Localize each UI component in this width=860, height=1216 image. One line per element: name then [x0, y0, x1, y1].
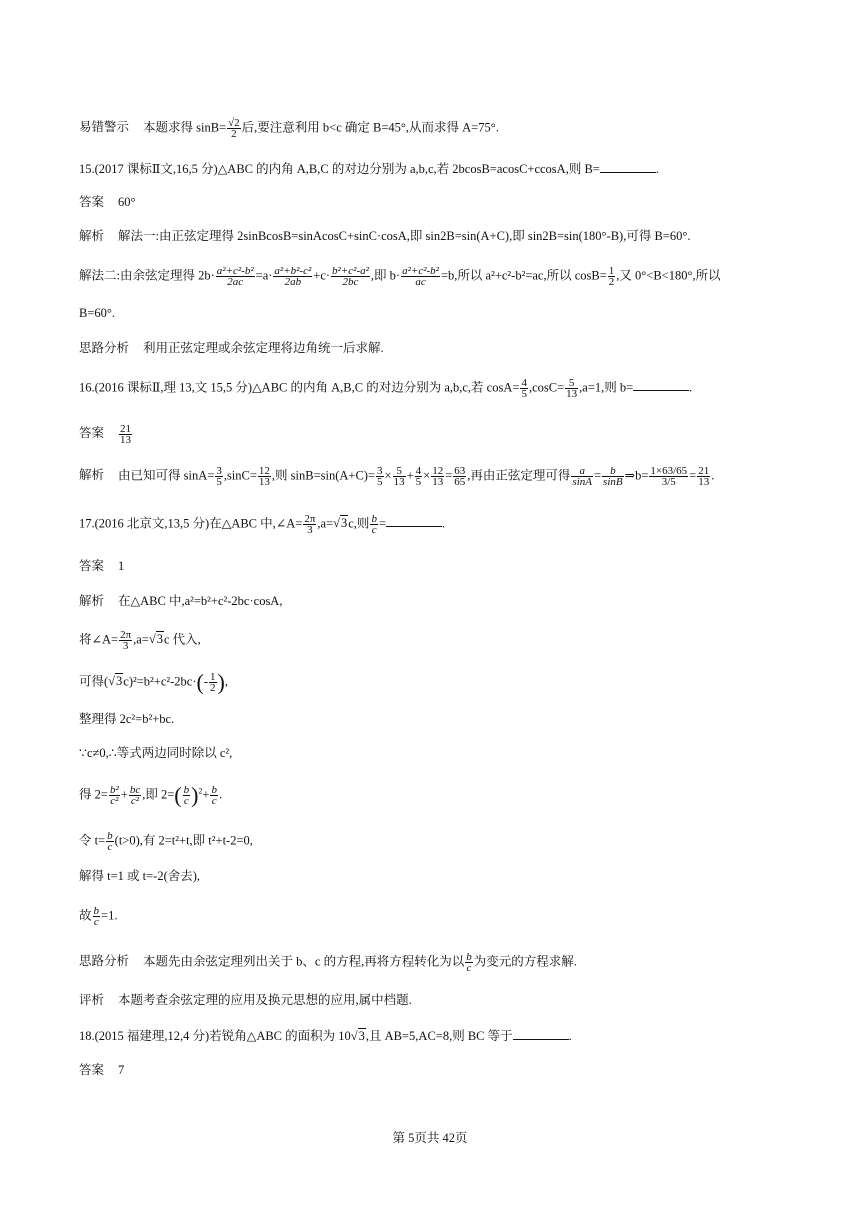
page-footer: 第 5页共 42页: [392, 1131, 468, 1145]
answer-tag: 答案: [79, 1063, 105, 1077]
frac-num: 63: [454, 465, 466, 477]
frac-num: 4: [415, 465, 422, 477]
text: 解法二:由余弦定理得 2b·: [79, 268, 215, 283]
frac-num: 1: [210, 671, 216, 683]
text: ,即 2=: [142, 787, 175, 802]
q17-explanation-l1: [79, 593, 282, 609]
frac-num: b: [183, 784, 190, 796]
text: 为变元的方程求解.: [473, 954, 577, 969]
text: 在△ABC 中,a²=b²+c²-2bc·cosA,: [118, 594, 283, 608]
frac-den: c²: [130, 795, 140, 807]
text: 将∠A=: [79, 632, 119, 647]
q16-explanation: [79, 466, 714, 487]
frac-num: b²+c²-a²: [332, 265, 369, 277]
idea-text: 利用正弦定理或余弦定理将边角统一后求解.: [143, 341, 384, 355]
paren: (: [174, 782, 182, 808]
q17-explanation-l4: [79, 711, 174, 727]
q17-explanation-l9: [79, 906, 117, 927]
q18-answer: [79, 1062, 124, 1078]
fraction: [602, 466, 624, 487]
sqrt: √3: [148, 632, 163, 647]
frac-den: sinA: [572, 476, 592, 488]
text: ,即 b·: [370, 268, 401, 283]
text: B=60°.: [79, 306, 116, 320]
q15-explanation-2-cont: [79, 305, 115, 321]
fraction: [216, 266, 255, 287]
text: =1.: [101, 908, 118, 923]
answer-blank: [386, 516, 442, 527]
paren: ): [217, 669, 225, 695]
frac-den: 3/5: [661, 476, 676, 488]
answer-blank: [513, 1029, 569, 1040]
text: +: [202, 787, 210, 802]
frac-den: c: [466, 962, 472, 974]
text: (t>0),有 2=t²+t,即 t²+t-2=0,: [114, 833, 253, 848]
frac-den: 65: [454, 476, 466, 488]
frac-den: c: [93, 916, 99, 928]
text: .: [442, 516, 446, 531]
frac-num: 21: [698, 465, 710, 477]
answer-blank: [633, 380, 689, 391]
text: c 代入,: [163, 632, 201, 647]
frac-den: sinB: [603, 476, 623, 488]
explanation-tag: 解析: [79, 229, 105, 243]
text: .: [711, 468, 715, 483]
frac-num: 5: [565, 378, 578, 389]
frac-den: 5: [521, 388, 527, 400]
frac-den: 13: [393, 476, 405, 488]
text: 整理得 2c²=b²+bc.: [79, 712, 175, 726]
fraction: [106, 831, 114, 852]
answer-value: 60°: [118, 195, 136, 209]
frac-num: a²+b²-c²: [274, 265, 312, 277]
frac-den: c: [183, 795, 189, 807]
text: .: [218, 787, 223, 802]
fraction: [453, 466, 466, 487]
frac-den: 2: [210, 682, 216, 694]
frac-den: 3: [122, 640, 129, 652]
text: ,a=: [133, 632, 149, 647]
q17-explanation-l3: [79, 669, 228, 695]
frac-den: ac: [415, 276, 426, 288]
text: =b,所以 a²+c²-b²=ac,所以 cosB=: [440, 268, 607, 283]
fraction: [109, 785, 120, 806]
frac-den: 13: [432, 476, 444, 488]
question-17: [79, 514, 445, 535]
text: =: [593, 468, 602, 483]
warning-tag: 易错警示: [79, 120, 130, 135]
q15-explanation-1: [79, 228, 690, 244]
frac-den: 2ac: [227, 276, 244, 288]
fraction: [697, 466, 710, 487]
q15-answer: [79, 194, 136, 210]
sqrt: √3: [333, 516, 348, 531]
frac-den: 13: [258, 476, 270, 488]
text: ,再由正弦定理可得: [467, 468, 571, 483]
explanation-text: 解法一:由正弦定理得 2sinBcosB=sinAcosC+sinC·cosA,即 sin2B=sin(A+C),即 sin2B=sin(180°-B),可得 B=60°.: [118, 229, 691, 243]
question-15: [79, 161, 659, 177]
q16-answer: [79, 424, 133, 445]
explanation-tag: 解析: [79, 468, 105, 483]
text: ,: [224, 674, 228, 689]
text: ,且 AB=5,AC=8,则 BC 等于: [365, 1029, 513, 1043]
fraction: [119, 630, 132, 651]
review-text: 本题考查余弦定理的应用及换元思想的应用,属中档题.: [118, 993, 412, 1007]
frac-den: c: [371, 524, 377, 536]
sqrt: √3: [350, 1029, 365, 1043]
frac-den: 5: [415, 476, 422, 488]
text: ,a=1,则 b=: [579, 380, 634, 395]
answer-tag: 答案: [79, 195, 105, 209]
frac-num: a²+c²-b²: [402, 265, 439, 277]
frac-num: b: [602, 466, 624, 477]
frac-num: bc: [129, 784, 141, 796]
fraction: [209, 672, 217, 693]
frac-num: 21: [120, 423, 132, 435]
warning-post: 后,要注意利用 b<c 确定 B=45°,从而求得 A=75°.: [241, 120, 499, 135]
fraction: [608, 266, 616, 287]
text: ,a=: [317, 516, 334, 531]
text: ⇒b=: [624, 468, 649, 483]
fraction: [331, 266, 370, 287]
text: .: [689, 380, 693, 395]
text: ,cosC=: [528, 380, 565, 395]
text: .: [568, 1029, 572, 1043]
fraction: [465, 952, 473, 973]
text: 解得 t=1 或 t=-2(舍去),: [79, 869, 201, 883]
frac-den: c²: [110, 795, 119, 807]
text: ∵c≠0,∴等式两边同时除以 c²,: [79, 746, 233, 760]
text: 17.(2016 北京文,13,5 分)在△ABC 中,∠A=: [79, 516, 303, 531]
text: 18.(2015 福建理,12,4 分)若锐角△ABC 的面积为 10: [79, 1029, 351, 1043]
text: =: [445, 468, 453, 483]
text: +: [406, 468, 414, 483]
explanation-tag: 解析: [79, 594, 105, 608]
frac-num: 12: [432, 465, 444, 477]
answer-value: 1: [118, 559, 125, 573]
q17-review: [79, 992, 412, 1008]
fraction: [210, 785, 218, 806]
fraction: [129, 785, 141, 806]
frac-den: 3: [307, 524, 313, 536]
frac-den: 13: [698, 476, 710, 488]
q17-idea: [79, 952, 577, 973]
idea-tag: 思路分析: [79, 954, 130, 969]
q17-explanation-l5: [79, 745, 232, 761]
exponent: 2: [198, 786, 203, 796]
q15-end: .: [655, 162, 659, 176]
text: c,则: [348, 516, 370, 531]
frac-num: 4: [521, 377, 527, 389]
warning-line: [79, 118, 499, 139]
frac-den: 2: [231, 128, 237, 140]
text: 令 t=: [79, 833, 106, 848]
fraction: [393, 466, 406, 487]
frac-num: b: [466, 951, 472, 963]
answer-blank: [600, 162, 656, 173]
fraction: [401, 266, 440, 287]
radicand: 3: [358, 1029, 365, 1043]
fraction: [215, 466, 223, 487]
frac-num: b: [107, 830, 113, 842]
question-18: [79, 1028, 572, 1044]
text: 故: [79, 908, 92, 923]
idea-tag: 思路分析: [79, 341, 130, 355]
text: +c·: [313, 268, 331, 283]
frac-num: 1×63/65: [650, 465, 688, 477]
frac-num: 1: [608, 265, 615, 277]
warning-pre: 本题求得 sinB=: [143, 120, 227, 135]
q15-explanation-2: [79, 266, 721, 287]
frac-num: a²+c²-b²: [216, 265, 254, 277]
answer-value: 7: [118, 1063, 125, 1077]
fraction: [370, 514, 378, 535]
frac-num: b: [93, 905, 100, 917]
fraction: [273, 266, 312, 287]
frac-num: a: [571, 466, 593, 477]
frac-num: 3: [377, 465, 383, 477]
frac-den: 2bc: [342, 276, 359, 288]
text: ×: [384, 468, 392, 483]
paren: (: [196, 669, 204, 695]
text: =a·: [255, 268, 273, 283]
q15-idea: [79, 340, 384, 356]
q17-explanation-l2: [79, 630, 201, 651]
frac-den: 13: [566, 388, 578, 400]
text: ,则 sinB=sin(A+C)=: [271, 468, 376, 483]
frac-den: c: [107, 841, 113, 853]
q17-explanation-l7: [79, 831, 253, 852]
fraction: [119, 424, 132, 445]
review-tag: 评析: [79, 993, 105, 1007]
fraction: [571, 466, 593, 487]
frac-den: 2: [608, 276, 615, 288]
text: ,又 0°<B<180°,所以: [616, 268, 721, 283]
text: 本题先由余弦定理列出关于 b、c 的方程,再将方程转化为以: [143, 954, 465, 969]
fraction: [431, 466, 444, 487]
radicand: 3: [116, 674, 123, 689]
q15-stem: 15.(2017 课标Ⅱ文,16,5 分)△ABC 的内角 A,B,C 的对边分别为 a,b,c,若 2bcosB=acosC+ccosA,则 B=: [79, 162, 600, 176]
frac-num: √2: [228, 117, 240, 129]
text: ,sinC=: [223, 468, 257, 483]
fraction: [649, 466, 688, 487]
sqrt: √3: [108, 674, 123, 689]
frac-num: 3: [216, 465, 222, 477]
text: =: [689, 468, 697, 483]
frac-num: 12: [258, 465, 270, 477]
text: 由已知可得 sinA=: [118, 468, 215, 483]
text: 得 2=: [79, 787, 108, 802]
frac-den: 13: [120, 434, 132, 446]
fraction: [227, 118, 241, 139]
frac-den: 5: [216, 476, 222, 488]
answer-tag: 答案: [79, 426, 105, 441]
text: 可得(: [79, 674, 109, 689]
fraction: [93, 906, 101, 927]
fraction: [520, 378, 528, 399]
fraction: [258, 466, 271, 487]
fraction: [415, 466, 423, 487]
frac-num: 5: [393, 466, 406, 477]
fraction: [565, 378, 578, 399]
frac-num: b²: [109, 784, 119, 796]
radicand: 3: [156, 632, 163, 647]
frac-den: 2ab: [284, 276, 302, 288]
fraction: [183, 785, 191, 806]
question-16: [79, 378, 692, 399]
radicand: 3: [341, 516, 348, 531]
answer-tag: 答案: [79, 559, 105, 573]
text: =: [378, 516, 386, 531]
frac-den: c: [211, 795, 217, 807]
q17-explanation-l8: [79, 868, 200, 884]
frac-num: b: [371, 513, 377, 525]
q17-explanation-l6: [79, 782, 223, 808]
text: ×: [423, 468, 431, 483]
text: c)²=b²+c²-2bc·: [123, 674, 197, 689]
paren: ): [191, 782, 199, 808]
text: +: [120, 787, 128, 802]
q17-answer: [79, 558, 124, 574]
frac-num: b: [211, 784, 217, 796]
fraction: [303, 514, 316, 535]
text: -: [203, 674, 209, 689]
text: 16.(2016 课标Ⅱ,理 13,文 15,5 分)△ABC 的内角 A,B,C 的对边分别为 a,b,c,若 cosA=: [79, 380, 520, 395]
frac-den: 5: [377, 476, 383, 488]
frac-num: 2π: [304, 513, 316, 525]
fraction: [376, 466, 384, 487]
frac-num: 2π: [120, 629, 132, 641]
